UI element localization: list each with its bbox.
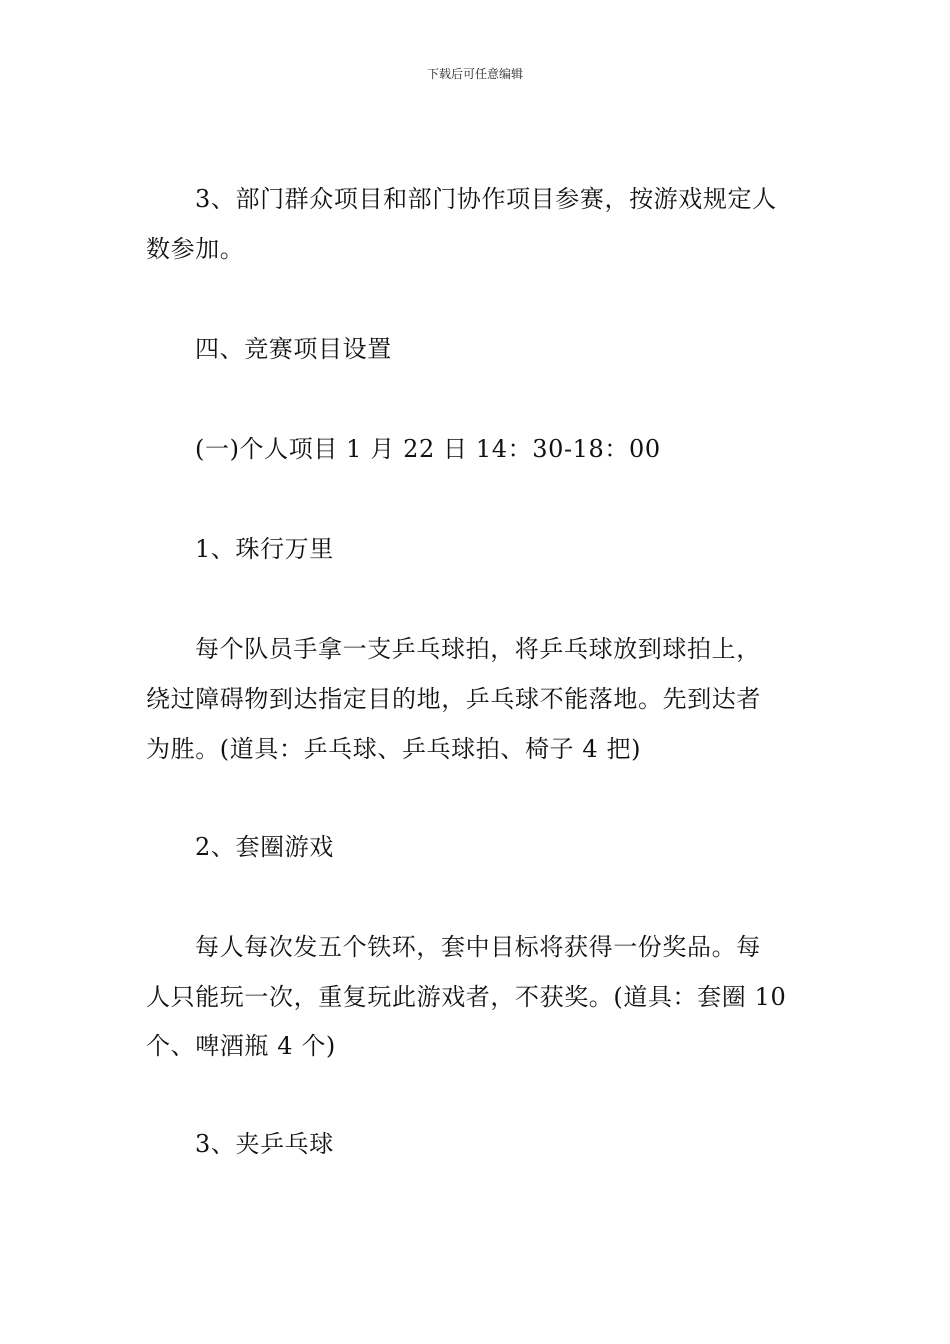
page-header: 下载后可任意编辑 bbox=[426, 67, 523, 81]
paragraph-line: 人只能玩一次，重复玩此游戏者，不获奖。(道具：套圈 10 bbox=[146, 983, 787, 1011]
paragraph-line: 3、部门群众项目和部门协作项目参赛，按游戏规定人 bbox=[195, 185, 777, 213]
subsection-heading: (一)个人项目 1 月 22 日 14：30-18：00 bbox=[195, 435, 661, 463]
item-heading: 3、夹乒乓球 bbox=[195, 1130, 334, 1158]
paragraph-line: 绕过障碍物到达指定目的地，乒乓球不能落地。先到达者 bbox=[146, 685, 761, 713]
paragraph-line: 为胜。(道具：乒乓球、乒乓球拍、椅子 4 把) bbox=[146, 735, 642, 763]
paragraph-line: 每人每次发五个铁环，套中目标将获得一份奖品。每 bbox=[195, 933, 761, 961]
item-heading: 2、套圈游戏 bbox=[195, 833, 334, 861]
section-heading: 四、竞赛项目设置 bbox=[195, 335, 392, 363]
paragraph-line: 个、啤酒瓶 4 个) bbox=[146, 1032, 336, 1060]
paragraph-line: 数参加。 bbox=[146, 235, 245, 263]
item-heading: 1、珠行万里 bbox=[195, 535, 334, 563]
paragraph-line: 每个队员手拿一支乒乓球拍，将乒乓球放到球拍上， bbox=[195, 635, 761, 663]
